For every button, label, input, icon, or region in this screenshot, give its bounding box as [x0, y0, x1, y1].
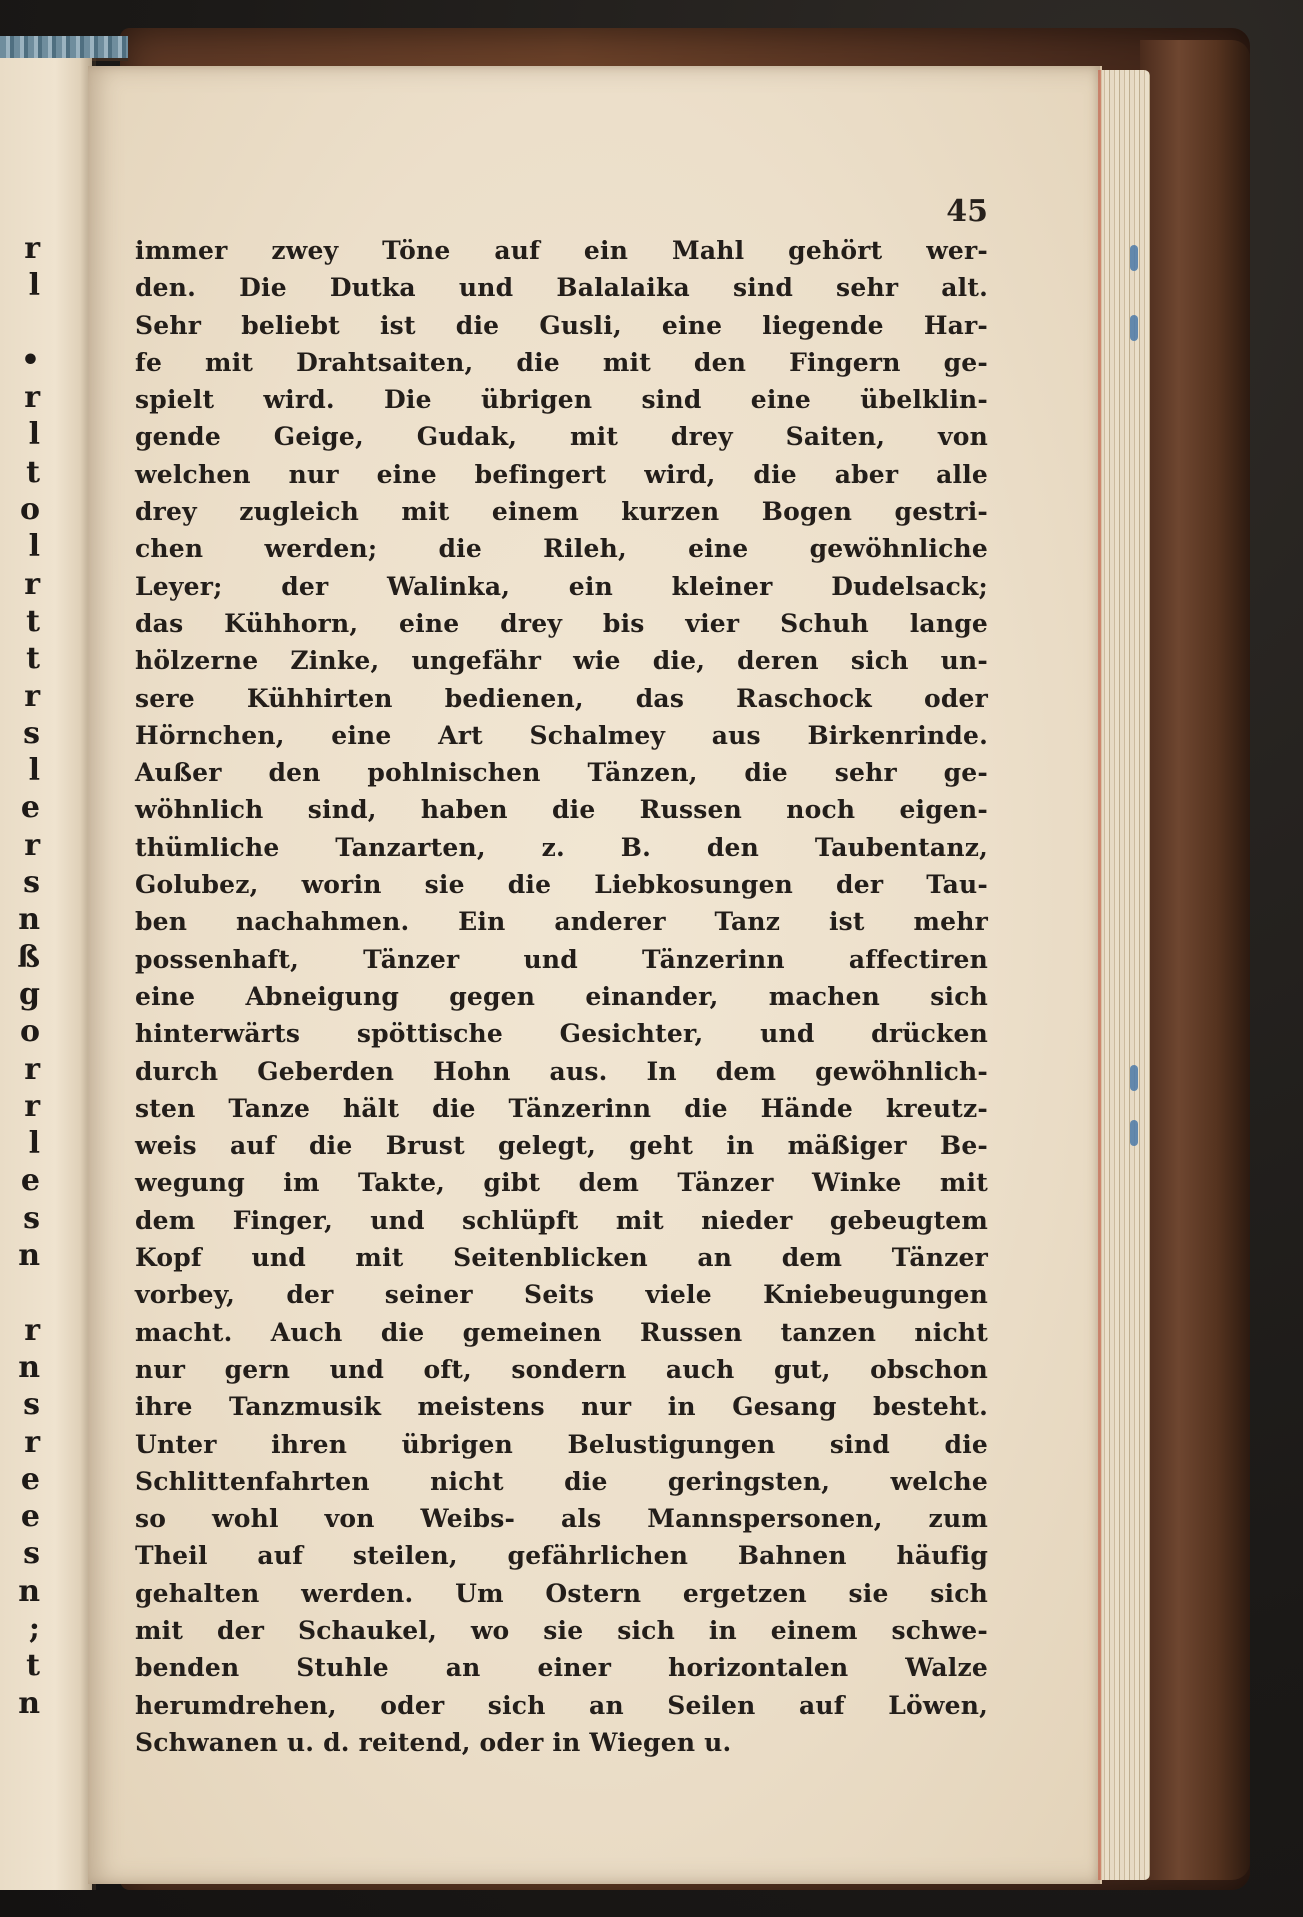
- fragment-glyph: r: [24, 1312, 40, 1348]
- fragment-glyph: l: [28, 1126, 40, 1162]
- fragment-glyph: e: [20, 790, 40, 826]
- fragment-glyph: l: [28, 417, 40, 453]
- fragment-glyph: r: [24, 380, 40, 416]
- page-number: 45: [946, 194, 988, 229]
- fragment-glyph: n: [18, 1685, 40, 1721]
- text-line: den. Die Dutka und Balalaika sind sehr alt.: [135, 273, 988, 303]
- text-line: Hörnchen, eine Art Schalmey aus Birkenrinde.: [135, 720, 988, 750]
- fragment-glyph: r: [24, 566, 40, 602]
- text-line: benden Stuhle an einer horizontalen Walze: [135, 1653, 988, 1683]
- fragment-glyph: e: [20, 1499, 40, 1535]
- text-line: ihre Tanzmusik meistens nur in Gesang besteht.: [135, 1392, 988, 1422]
- text-line: gende Geige, Gudak, mit drey Saiten, von: [135, 422, 988, 452]
- text-line: sten Tanze hält die Tänzerinn die Hände kreutz-: [135, 1093, 988, 1123]
- text-line: spielt wird. Die übrigen sind eine übelklin-: [135, 385, 988, 415]
- text-line: Außer den pohlnischen Tänzen, die sehr ge-: [135, 758, 988, 788]
- blue-edge-mark: [1130, 315, 1138, 341]
- text-line: Kopf und mit Seitenblicken an dem Tänzer: [135, 1243, 988, 1273]
- fragment-glyph: e: [20, 1461, 40, 1497]
- fragment-glyph: t: [26, 641, 40, 677]
- fragment-glyph: s: [23, 1200, 40, 1236]
- text-line: thümliche Tanzarten, z. B. den Taubentanz,: [135, 832, 988, 862]
- fragment-glyph: ;: [28, 1610, 40, 1646]
- fragment-glyph: [0, 305, 40, 342]
- previous-page-text-fragments: [0, 230, 40, 1722]
- fragment-glyph: n: [18, 1238, 40, 1274]
- text-line: hölzerne Zinke, ungefähr wie die, deren sich un-: [135, 646, 988, 676]
- text-line: fe mit Drahtsaiten, die mit den Fingern ge-: [135, 347, 988, 377]
- text-line: Theil auf steilen, gefährlichen Bahnen häufig: [135, 1541, 988, 1571]
- fragment-glyph: e: [20, 1163, 40, 1199]
- page-text: [135, 232, 988, 1761]
- text-line: dem Finger, und schlüpft mit nieder gebeugtem: [135, 1205, 988, 1235]
- fragment-glyph: •: [20, 342, 40, 378]
- fragment-glyph: g: [19, 976, 40, 1012]
- fragment-glyph: l: [28, 753, 40, 789]
- fragment-glyph: s: [23, 1387, 40, 1423]
- text-line: Unter ihren übrigen Belustigungen sind die: [135, 1429, 988, 1459]
- text-line: nur gern und oft, sondern auch gut, obschon: [135, 1354, 988, 1384]
- text-line: hinterwärts spöttische Gesichter, und drücken: [135, 1019, 988, 1049]
- fragment-glyph: t: [26, 1648, 40, 1684]
- text-line: wegung im Takte, gibt dem Tänzer Winke mit: [135, 1168, 988, 1198]
- text-line: welchen nur eine befingert wird, die aber alle: [135, 459, 988, 489]
- cover-edge: [1140, 40, 1250, 1880]
- text-line: macht. Auch die gemeinen Russen tanzen nicht: [135, 1317, 988, 1347]
- fragment-glyph: n: [18, 1349, 40, 1385]
- text-line: immer zwey Töne auf ein Mahl gehört wer-: [135, 236, 988, 265]
- fragment-glyph: t: [26, 454, 40, 490]
- text-line: sere Kühhirten bedienen, das Raschock oder: [135, 683, 988, 713]
- fragment-glyph: l: [28, 268, 40, 304]
- fragment-glyph: n: [18, 1573, 40, 1609]
- fragment-glyph: s: [23, 715, 40, 751]
- text-line: possenhaft, Tänzer und Tänzerinn affectiren: [135, 944, 988, 974]
- fragment-glyph: o: [19, 492, 40, 528]
- fragment-glyph: r: [24, 1424, 40, 1460]
- fragment-glyph: s: [23, 1536, 40, 1572]
- text-line: Sehr beliebt ist die Gusli, eine liegende Har-: [135, 310, 988, 340]
- fragment-glyph: t: [26, 603, 40, 639]
- fragment-glyph: r: [24, 827, 40, 863]
- fragment-glyph: o: [19, 1014, 40, 1050]
- text-line: weis auf die Brust gelegt, geht in mäßiger Be-: [135, 1131, 988, 1161]
- red-page-edge: [1098, 70, 1101, 1880]
- text-line: drey zugleich mit einem kurzen Bogen gestri-: [135, 497, 988, 527]
- text-line: das Kühhorn, eine drey bis vier Schuh lange: [135, 608, 988, 638]
- blue-edge-mark: [1130, 1120, 1138, 1146]
- fragment-glyph: [0, 1274, 40, 1311]
- text-line: so wohl von Weibs- als Mannspersonen, zum: [135, 1504, 988, 1534]
- text-line: mit der Schaukel, wo sie sich in einem schwe-: [135, 1615, 988, 1645]
- fragment-glyph: l: [28, 529, 40, 565]
- fragment-glyph: r: [24, 231, 40, 266]
- text-line: wöhnlich sind, haben die Russen noch eigen-: [135, 795, 988, 825]
- text-line: vorbey, der seiner Seits viele Kniebeugungen: [135, 1280, 988, 1310]
- text-line: eine Abneigung gegen einander, machen sich: [135, 981, 988, 1011]
- fragment-glyph: r: [24, 1088, 40, 1124]
- text-line: Schwanen u. d. reitend, oder in Wiegen u.: [135, 1727, 732, 1757]
- text-line: herumdrehen, oder sich an Seilen auf Löwen,: [135, 1690, 988, 1720]
- fragment-glyph: s: [23, 865, 40, 901]
- text-line: Schlittenfahrten nicht die geringsten, welche: [135, 1466, 988, 1496]
- fragment-glyph: n: [18, 902, 40, 938]
- fragment-glyph: r: [24, 1051, 40, 1087]
- book-page: [88, 66, 1102, 1884]
- text-line: gehalten werden. Um Ostern ergetzen sie sich: [135, 1578, 988, 1608]
- blue-edge-mark: [1130, 245, 1138, 271]
- text-line: Golubez, worin sie die Liebkosungen der Tau-: [135, 870, 988, 900]
- text-line: Leyer; der Walinka, ein kleiner Dudelsack;: [135, 571, 988, 601]
- fragment-glyph: ß: [17, 939, 40, 975]
- blue-edge-mark: [1130, 1065, 1138, 1091]
- text-line: ben nachahmen. Ein anderer Tanz ist mehr: [135, 907, 988, 937]
- text-line: chen werden; die Rileh, eine gewöhnliche: [135, 534, 988, 564]
- text-line: durch Geberden Hohn aus. In dem gewöhnlich-: [135, 1056, 988, 1086]
- fragment-glyph: r: [24, 678, 40, 714]
